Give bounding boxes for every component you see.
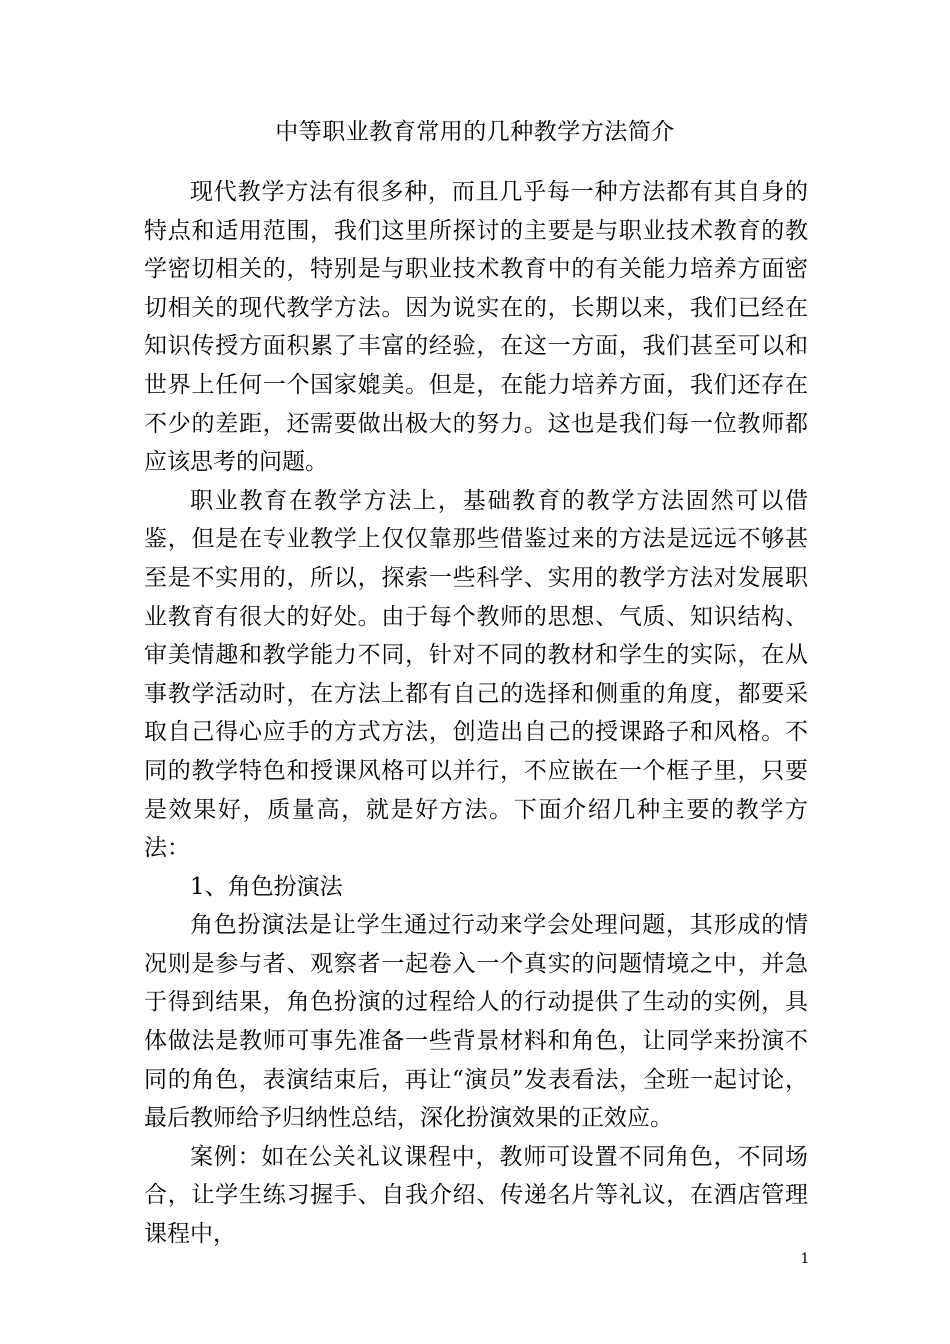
paragraph-methods: 职业教育在教学方法上，基础教育的教学方法固然可以借鉴，但是在专业教学上仅仅靠那些借鉴过来的方法是远远不够甚至是不实用的，所以，探索一些科学、实用的教学方法对发展职业教育有很大的好处。由于每个教师的思想、气质、知识结构、审美情趣和教学能力不同，针对不同的教材和学生的实际，在从事教学活动时，在方法上都有自己的选择和侧重的角度，都要采取自己得心应手的方式方法，创造出自己的授课路子和风格。不同的教学特色和授课风格可以并行，不应嵌在一个框子里，只要是效果好，质量高，就是好方法。下面介绍几种主要的教学方法： — [144, 487, 808, 862]
paragraph-intro: 现代教学方法有很多种，而且几乎每一种方法都有其自身的特点和适用范围，我们这里所探讨的主要是与职业技术教育的教学密切相关的，特别是与职业技术教育中的有关能力培养方面密切相关的现代教学方法。因为说实在的，长期以来，我们已经在知识传授方面积累了丰富的经验，在这一方面，我们甚至可以和世界上任何一个国家媲美。但是，在能力培养方面，我们还存在不少的差距，还需要做出极大的努力。这也是我们每一位教师都应该思考的问题。 — [144, 179, 808, 476]
paragraph-role-play: 角色扮演法是让学生通过行动来学会处理问题，其形成的情况则是参与者、观察者一起卷入一个真实的问题情境之中，并急于得到结果，角色扮演的过程给人的行动提供了生动的实例，具体做法是教师可事先准备一些背景材料和角色，让同学来扮演不同的角色，表演结束后，再让“演员”发表看法，全班一起讨论，最后教师给予归纳性总结，深化扮演效果的正效应。 — [144, 912, 808, 1132]
paragraph-case-example: 案例：如在公关礼议课程中，教师可设置不同角色，不同场合，让学生练习握手、自我介绍、传递名片等礼议，在酒店管理课程中， — [144, 1143, 808, 1248]
document-body — [144, 173, 808, 1254]
document-title: 中等职业教育常用的几种教学方法简介 — [275, 119, 675, 145]
page-number: 1 — [800, 1251, 810, 1267]
section-heading-role-play: 1、角色扮演法 — [190, 873, 343, 900]
